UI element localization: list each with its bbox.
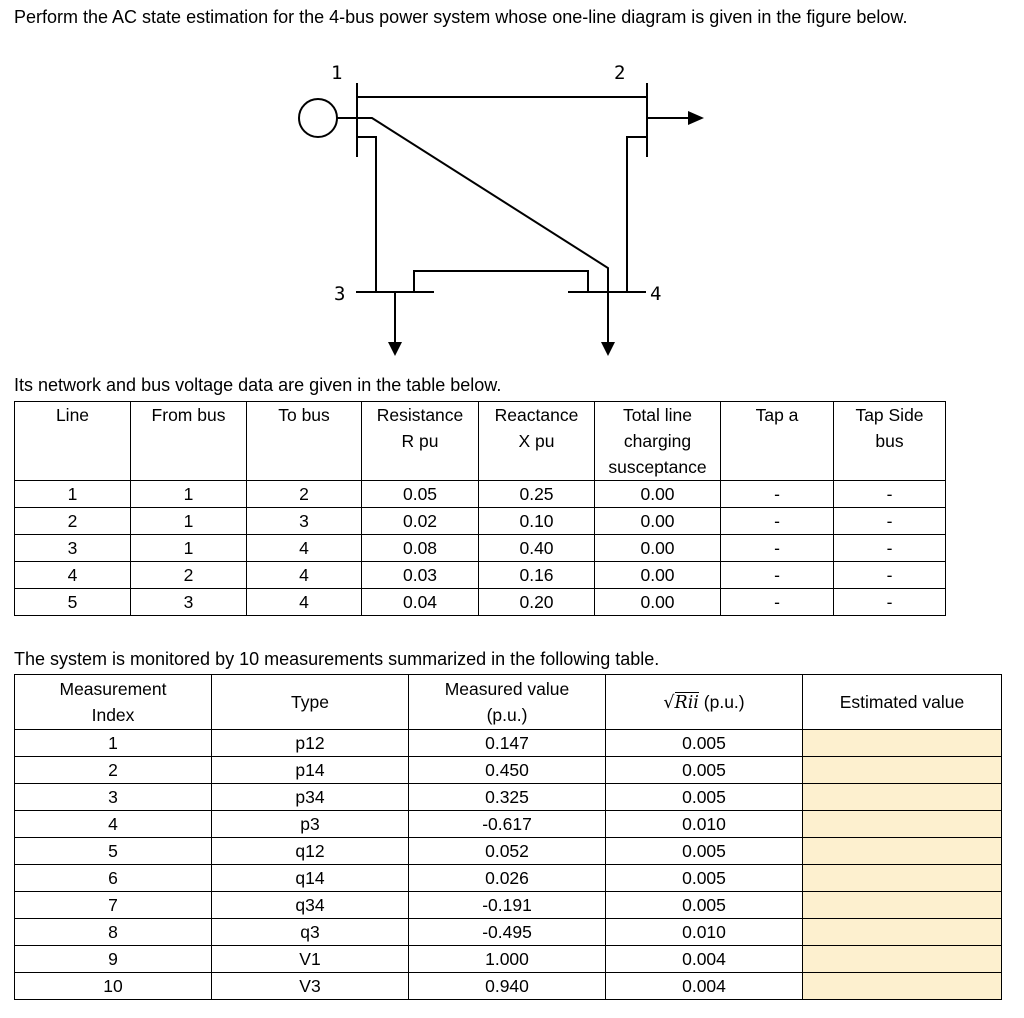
table-row <box>15 811 1002 838</box>
table-cell: - <box>721 535 834 562</box>
problem-statement: Perform the AC state estimation for the 4-bus power system whose one-line diagram is given in the figure below. <box>14 7 908 27</box>
table-row <box>15 730 1002 757</box>
table-cell: V1 <box>212 946 409 973</box>
estimated-value-cell[interactable] <box>803 892 1002 919</box>
table-cell: 0.00 <box>595 562 721 589</box>
table-cell: 4 <box>247 589 362 616</box>
table-cell: 0.00 <box>595 535 721 562</box>
estimated-value-cell[interactable] <box>803 730 1002 757</box>
table-cell: p34 <box>212 784 409 811</box>
table-cell: 1 <box>15 730 212 757</box>
bus-2-label: 2 <box>614 62 626 84</box>
table-cell: - <box>721 562 834 589</box>
line-3-4 <box>414 271 588 292</box>
network-table-body <box>15 481 946 616</box>
table-cell: 4 <box>247 535 362 562</box>
table-cell: 4 <box>247 562 362 589</box>
network-header-cell: Total line charging susceptance <box>595 402 721 481</box>
sqrt-symbol: √ <box>663 692 675 713</box>
table-cell: q34 <box>212 892 409 919</box>
bus-4-load-arrow <box>601 342 615 356</box>
network-header-cell: Tap a <box>721 402 834 481</box>
line-1-4 <box>357 118 608 292</box>
network-data-table <box>14 401 946 616</box>
measurement-table-caption: The system is monitored by 10 measurements summarized in the following table. <box>14 649 660 669</box>
estimated-value-cell[interactable] <box>803 784 1002 811</box>
table-cell: 0.010 <box>606 811 803 838</box>
estimated-value-cell[interactable] <box>803 973 1002 1000</box>
table-cell: 5 <box>15 838 212 865</box>
rii-term: Rii <box>674 692 699 713</box>
table-cell: 0.010 <box>606 919 803 946</box>
table-cell: 0.05 <box>362 481 479 508</box>
network-header-cell: Tap Side bus <box>834 402 946 481</box>
table-cell: 2 <box>15 508 131 535</box>
table-cell: 0.005 <box>606 892 803 919</box>
table-cell: 1 <box>15 481 131 508</box>
table-cell: 0.40 <box>479 535 595 562</box>
table-cell: 2 <box>131 562 247 589</box>
bus-3-label: 3 <box>334 283 346 305</box>
table-cell: - <box>721 508 834 535</box>
table-row <box>15 535 946 562</box>
table-cell: - <box>834 508 946 535</box>
table-cell: 0.03 <box>362 562 479 589</box>
network-header-cell: From bus <box>131 402 247 481</box>
table-row <box>15 973 1002 1000</box>
bus-4-label: 4 <box>650 283 662 305</box>
table-cell: 4 <box>15 562 131 589</box>
table-cell: 0.004 <box>606 946 803 973</box>
estimated-value-cell[interactable] <box>803 757 1002 784</box>
table-cell: p12 <box>212 730 409 757</box>
table-row <box>15 562 946 589</box>
table-row <box>15 946 1002 973</box>
table-cell: 0.005 <box>606 838 803 865</box>
table-cell: 3 <box>131 589 247 616</box>
table-cell: 0.10 <box>479 508 595 535</box>
table-cell: 0.005 <box>606 757 803 784</box>
table-row <box>15 892 1002 919</box>
table-row <box>15 838 1002 865</box>
table-cell: 0.25 <box>479 481 595 508</box>
table-cell: 3 <box>15 535 131 562</box>
table-cell: 9 <box>15 946 212 973</box>
line-2-4 <box>627 137 647 292</box>
estimated-value-cell[interactable] <box>803 811 1002 838</box>
table-cell: 3 <box>247 508 362 535</box>
estimated-value-cell[interactable] <box>803 865 1002 892</box>
measurement-table <box>14 674 1002 1000</box>
table-cell: 4 <box>15 811 212 838</box>
table-cell: q14 <box>212 865 409 892</box>
table-cell: 0.02 <box>362 508 479 535</box>
table-cell: 3 <box>15 784 212 811</box>
table-cell: - <box>721 481 834 508</box>
table-cell: - <box>721 589 834 616</box>
table-cell: -0.617 <box>409 811 606 838</box>
table-cell: q3 <box>212 919 409 946</box>
table-cell: 0.940 <box>409 973 606 1000</box>
table-cell: -0.191 <box>409 892 606 919</box>
table-row <box>15 508 946 535</box>
table-cell: - <box>834 481 946 508</box>
table-cell: 0.005 <box>606 865 803 892</box>
table-cell: - <box>834 589 946 616</box>
table-row <box>15 784 1002 811</box>
table-cell: 0.450 <box>409 757 606 784</box>
header-measured-value: Measured value (p.u.) <box>409 675 606 730</box>
estimated-value-cell[interactable] <box>803 946 1002 973</box>
table-cell: 1.000 <box>409 946 606 973</box>
table-cell: 0.325 <box>409 784 606 811</box>
table-row <box>15 589 946 616</box>
line-1-3 <box>357 137 376 292</box>
network-header-row <box>15 402 946 481</box>
network-header-cell: Reactance X pu <box>479 402 595 481</box>
bus-2-load-arrow <box>688 111 704 125</box>
table-row <box>15 481 946 508</box>
table-cell: 0.00 <box>595 481 721 508</box>
table-cell: 0.026 <box>409 865 606 892</box>
table-cell: 8 <box>15 919 212 946</box>
network-table-caption: Its network and bus voltage data are given in the table below. <box>14 375 502 395</box>
bus-1-label: 1 <box>331 62 343 84</box>
network-header-cell: To bus <box>247 402 362 481</box>
table-cell: 0.004 <box>606 973 803 1000</box>
table-cell: 0.00 <box>595 508 721 535</box>
table-cell: 0.08 <box>362 535 479 562</box>
table-cell: 0.00 <box>595 589 721 616</box>
estimated-value-cell[interactable] <box>803 919 1002 946</box>
header-estimated-value: Estimated value <box>803 675 1002 730</box>
table-cell: V3 <box>212 973 409 1000</box>
table-cell: 6 <box>15 865 212 892</box>
table-cell: 0.005 <box>606 730 803 757</box>
generator-symbol <box>299 99 337 137</box>
table-cell: - <box>834 535 946 562</box>
header-type: Type <box>212 675 409 730</box>
table-cell: 10 <box>15 973 212 1000</box>
table-cell: 1 <box>131 535 247 562</box>
table-cell: p14 <box>212 757 409 784</box>
table-row <box>15 919 1002 946</box>
measurement-header-row <box>15 675 1002 730</box>
table-cell: 1 <box>131 481 247 508</box>
table-row <box>15 757 1002 784</box>
table-cell: 0.147 <box>409 730 606 757</box>
table-cell: 0.20 <box>479 589 595 616</box>
table-cell: p3 <box>212 811 409 838</box>
header-measurement-index: Measurement Index <box>15 675 212 730</box>
network-header-cell: Line <box>15 402 131 481</box>
table-cell: 2 <box>247 481 362 508</box>
table-cell: 0.005 <box>606 784 803 811</box>
table-cell: -0.495 <box>409 919 606 946</box>
header-sqrt-rii <box>606 675 803 730</box>
table-cell: q12 <box>212 838 409 865</box>
table-cell: 1 <box>131 508 247 535</box>
bus-3-load-arrow <box>388 342 402 356</box>
table-cell: 0.052 <box>409 838 606 865</box>
table-cell: - <box>834 562 946 589</box>
table-cell: 0.04 <box>362 589 479 616</box>
table-cell: 2 <box>15 757 212 784</box>
measurement-table-body <box>15 730 1002 1000</box>
rii-unit: (p.u.) <box>703 691 745 712</box>
table-cell: 5 <box>15 589 131 616</box>
one-line-diagram <box>0 0 1024 370</box>
network-header-cell: Resistance R pu <box>362 402 479 481</box>
table-row <box>15 865 1002 892</box>
estimated-value-cell[interactable] <box>803 838 1002 865</box>
table-cell: 0.16 <box>479 562 595 589</box>
table-cell: 7 <box>15 892 212 919</box>
